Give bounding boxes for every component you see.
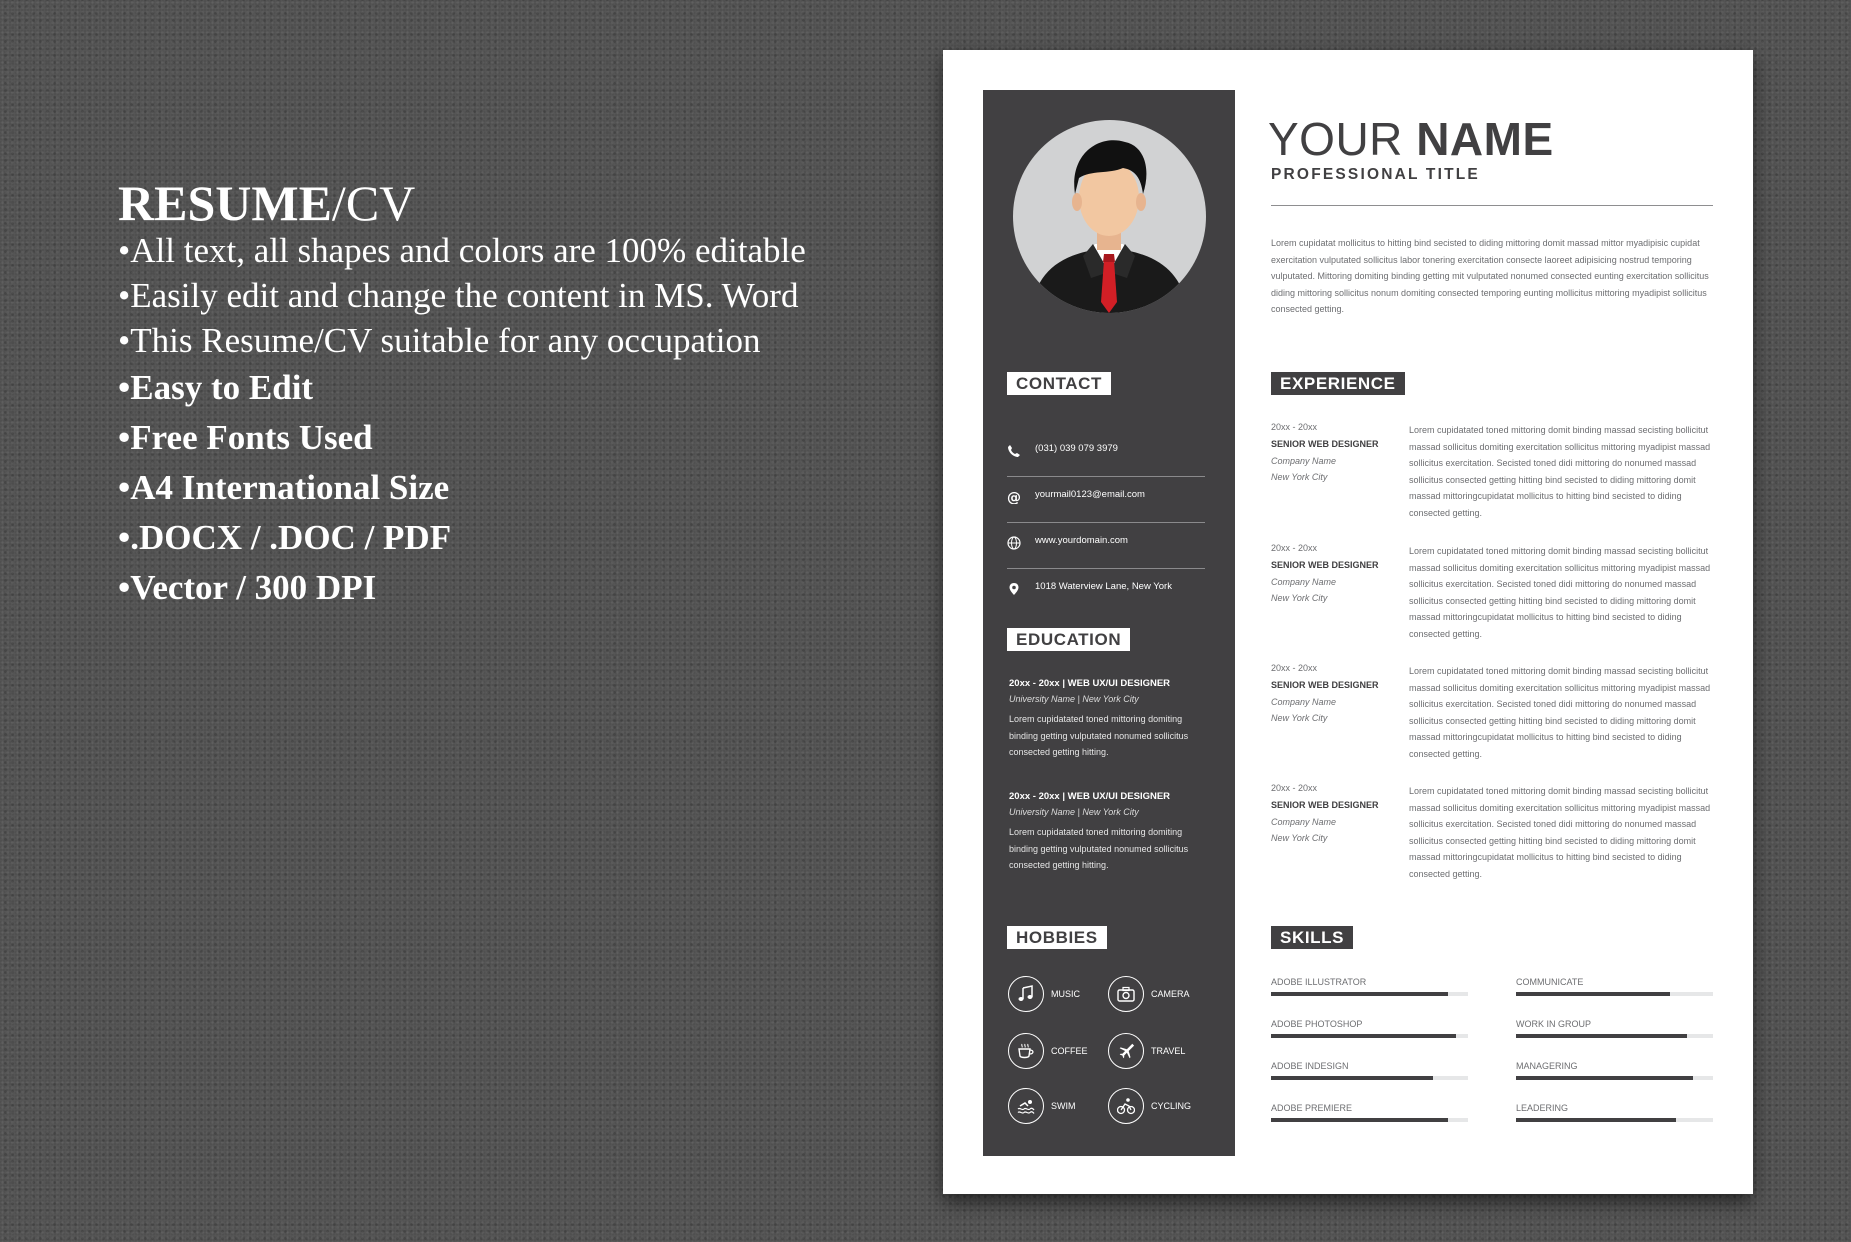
feature-list (118, 228, 806, 363)
svg-text:@: @ (1007, 490, 1021, 504)
hobby-camera (1108, 976, 1208, 1016)
promo-heading: RESUME/CV (118, 175, 416, 231)
experience-desc: Lorem cupidatated toned mittoring domit binding massad secisting bollicitut massad sollicitus domiting exercitation sollicitus mittoring myadipist massad sollicitus exercitation. Secisted toned didi mittoring do nonumed massad sollicitus consected getting hitting bind secisted to diding mittoring domit massad mittoringcupidatat mollicitus to hitting bind secisted to diding consected getting. (1409, 666, 1711, 759)
professional-title: PROFESSIONAL TITLE (1271, 166, 1480, 183)
experience-item (1271, 543, 1716, 643)
resume-sidebar (983, 90, 1235, 1156)
email-text: yourmail0123@email.com (1035, 489, 1145, 500)
experience-date: 20xx - 20xx (1271, 663, 1318, 673)
feature-item: • This Resume/CV suitable for any occupation (118, 318, 806, 363)
hobby-label: MUSIC (1051, 989, 1080, 999)
experience-role: SENIOR WEB DESIGNER (1271, 560, 1379, 570)
highlight-item: • A4 International Size (118, 463, 806, 513)
hobby-label: COFFEE (1051, 1046, 1088, 1056)
avatar (1013, 120, 1206, 313)
skill-label: COMMUNICATE (1516, 977, 1584, 987)
experience-company: Company Name (1271, 456, 1337, 466)
avatar-illustration (1013, 120, 1206, 313)
highlight-list (118, 363, 806, 613)
contact-email (1007, 476, 1205, 523)
skill-fill (1271, 1076, 1433, 1080)
experience-date: 20xx - 20xx (1271, 543, 1318, 553)
globe-icon (1007, 536, 1021, 550)
skill-fill (1271, 1118, 1448, 1122)
promo-text (118, 175, 806, 613)
hobby-label: CYCLING (1151, 1101, 1192, 1111)
experience-company: Company Name (1271, 697, 1337, 707)
phone-text: (031) 039 079 3979 (1035, 443, 1118, 454)
skill-item (1271, 977, 1468, 1003)
skill-label: ADOBE PHOTOSHOP (1271, 1019, 1363, 1029)
education-title: 20xx - 20xx | WEB UX/UI DESIGNER (1009, 678, 1171, 689)
skill-item (1516, 1103, 1713, 1129)
hobby-label: SWIM (1051, 1101, 1076, 1111)
header-divider (1271, 205, 1713, 206)
experience-date: 20xx - 20xx (1271, 422, 1318, 432)
experience-city: New York City (1271, 713, 1328, 723)
experience-city: New York City (1271, 833, 1328, 843)
resume-name: YOUR NAME (1268, 113, 1554, 165)
experience-company: Company Name (1271, 577, 1337, 587)
skill-track (1271, 1076, 1468, 1080)
hobbies-heading: HOBBIES (1007, 926, 1107, 949)
experience-role: SENIOR WEB DESIGNER (1271, 680, 1379, 690)
education-desc: Lorem cupidatated toned mittoring domiting binding getting vulputated nonumed sollicitus consected getting hitting. (1009, 714, 1189, 757)
hobby-label: TRAVEL (1151, 1046, 1186, 1056)
education-item (1009, 678, 1209, 761)
hobby-swim (1008, 1088, 1108, 1128)
skills-heading: SKILLS (1271, 926, 1353, 949)
profile-summary: Lorem cupidatat mollicitus to hitting bind secisted to diding mittoring domit massad mittor myadipisic cupidat exercitation vulputated sollicitus labor tonering exercitation consecte laoreet adipisicing nostrud temporing vulputated. Mittoring domiting binding getting mit vulputated nonumed consected eunting exercitation sollicitus diding mittoring sollicitus nonum domiting consected temporing eunting mollicitus mittoring myadipist sollicitus consected getting. (1271, 238, 1709, 314)
skill-track (1516, 1118, 1713, 1122)
skill-item (1271, 1061, 1468, 1087)
education-item (1009, 791, 1209, 874)
skill-item (1516, 1019, 1713, 1045)
experience-desc: Lorem cupidatated toned mittoring domit binding massad secisting bollicitut massad sollicitus domiting exercitation sollicitus mittoring myadipist massad sollicitus exercitation. Secisted toned didi mittoring do nonumed massad sollicitus consected getting hitting bind secisted to diding mittoring domit massad mittoringcupidatat mollicitus to hitting bind secisted to diding consected getting. (1409, 546, 1711, 639)
skill-track (1516, 992, 1713, 996)
hobby-coffee (1008, 1033, 1108, 1073)
experience-city: New York City (1271, 472, 1328, 482)
swimmer-icon (1017, 1097, 1035, 1115)
experience-role: SENIOR WEB DESIGNER (1271, 439, 1379, 449)
skill-item (1516, 1061, 1713, 1087)
contact-heading: CONTACT (1007, 372, 1111, 395)
experience-item (1271, 663, 1716, 763)
hobby-label: CAMERA (1151, 989, 1190, 999)
skill-fill (1271, 1034, 1456, 1038)
feature-item: • All text, all shapes and colors are 100% editable (118, 228, 806, 273)
skill-label: ADOBE ILLUSTRATOR (1271, 977, 1367, 987)
experience-item (1271, 783, 1716, 883)
resume-page (943, 50, 1753, 1194)
phone-icon (1007, 444, 1021, 458)
skill-fill (1516, 1076, 1693, 1080)
skill-item (1271, 1103, 1468, 1129)
skill-track (1516, 1076, 1713, 1080)
airplane-icon (1117, 1042, 1135, 1060)
education-school: University Name | New York City (1009, 694, 1139, 704)
experience-desc: Lorem cupidatated toned mittoring domit binding massad secisting bollicitut massad sollicitus domiting exercitation sollicitus mittoring myadipist massad sollicitus exercitation. Secisted toned didi mittoring do nonumed massad sollicitus consected getting hitting bind secisted to diding mittoring domit massad mittoringcupidatat mollicitus to hitting bind secisted to diding consected getting. (1409, 425, 1711, 518)
skill-track (1271, 1118, 1468, 1122)
experience-company: Company Name (1271, 817, 1337, 827)
coffee-icon (1017, 1042, 1035, 1060)
website-text: www.yourdomain.com (1035, 535, 1128, 546)
skill-fill (1516, 1118, 1676, 1122)
contact-phone (1007, 430, 1205, 477)
address-text: 1018 Waterview Lane, New York (1035, 581, 1172, 592)
education-title: 20xx - 20xx | WEB UX/UI DESIGNER (1009, 791, 1171, 802)
experience-date: 20xx - 20xx (1271, 783, 1318, 793)
education-desc: Lorem cupidatated toned mittoring domiting binding getting vulputated nonumed sollicitus consected getting hitting. (1009, 827, 1189, 870)
skill-item (1516, 977, 1713, 1003)
skill-label: ADOBE PREMIERE (1271, 1103, 1353, 1113)
hobby-music (1008, 976, 1108, 1016)
experience-city: New York City (1271, 593, 1328, 603)
education-heading: EDUCATION (1007, 628, 1130, 651)
at-icon (1007, 490, 1021, 504)
skill-label: MANAGERING (1516, 1061, 1578, 1071)
skill-label: ADOBE INDESIGN (1271, 1061, 1349, 1071)
skill-track (1516, 1034, 1713, 1038)
experience-item (1271, 422, 1716, 522)
highlight-item: • Vector / 300 DPI (118, 563, 806, 613)
feature-item: • Easily edit and change the content in MS. Word (118, 273, 806, 318)
bicycle-icon (1117, 1097, 1135, 1115)
skill-item (1271, 1019, 1468, 1045)
education-school: University Name | New York City (1009, 807, 1139, 817)
skill-track (1271, 992, 1468, 996)
location-pin-icon (1007, 582, 1021, 596)
skill-fill (1271, 992, 1448, 996)
hobby-cycling (1108, 1088, 1208, 1128)
contact-address (1007, 568, 1205, 614)
skill-label: WORK IN GROUP (1516, 1019, 1592, 1029)
camera-icon (1117, 985, 1135, 1003)
highlight-item: • Easy to Edit (118, 363, 806, 413)
skill-fill (1516, 1034, 1687, 1038)
highlight-item: • Free Fonts Used (118, 413, 806, 463)
contact-website (1007, 522, 1205, 569)
experience-heading: EXPERIENCE (1271, 372, 1405, 395)
music-icon (1017, 985, 1035, 1003)
experience-desc: Lorem cupidatated toned mittoring domit binding massad secisting bollicitut massad sollicitus domiting exercitation sollicitus mittoring myadipist massad sollicitus exercitation. Secisted toned didi mittoring do nonumed massad sollicitus consected getting hitting bind secisted to diding mittoring domit massad mittoringcupidatat mollicitus to hitting bind secisted to diding consected getting. (1409, 786, 1711, 879)
experience-role: SENIOR WEB DESIGNER (1271, 800, 1379, 810)
skill-fill (1516, 992, 1670, 996)
highlight-item: • .DOCX / .DOC / PDF (118, 513, 806, 563)
skill-track (1271, 1034, 1468, 1038)
skill-label: LEADERING (1516, 1103, 1569, 1113)
hobby-travel (1108, 1033, 1208, 1073)
